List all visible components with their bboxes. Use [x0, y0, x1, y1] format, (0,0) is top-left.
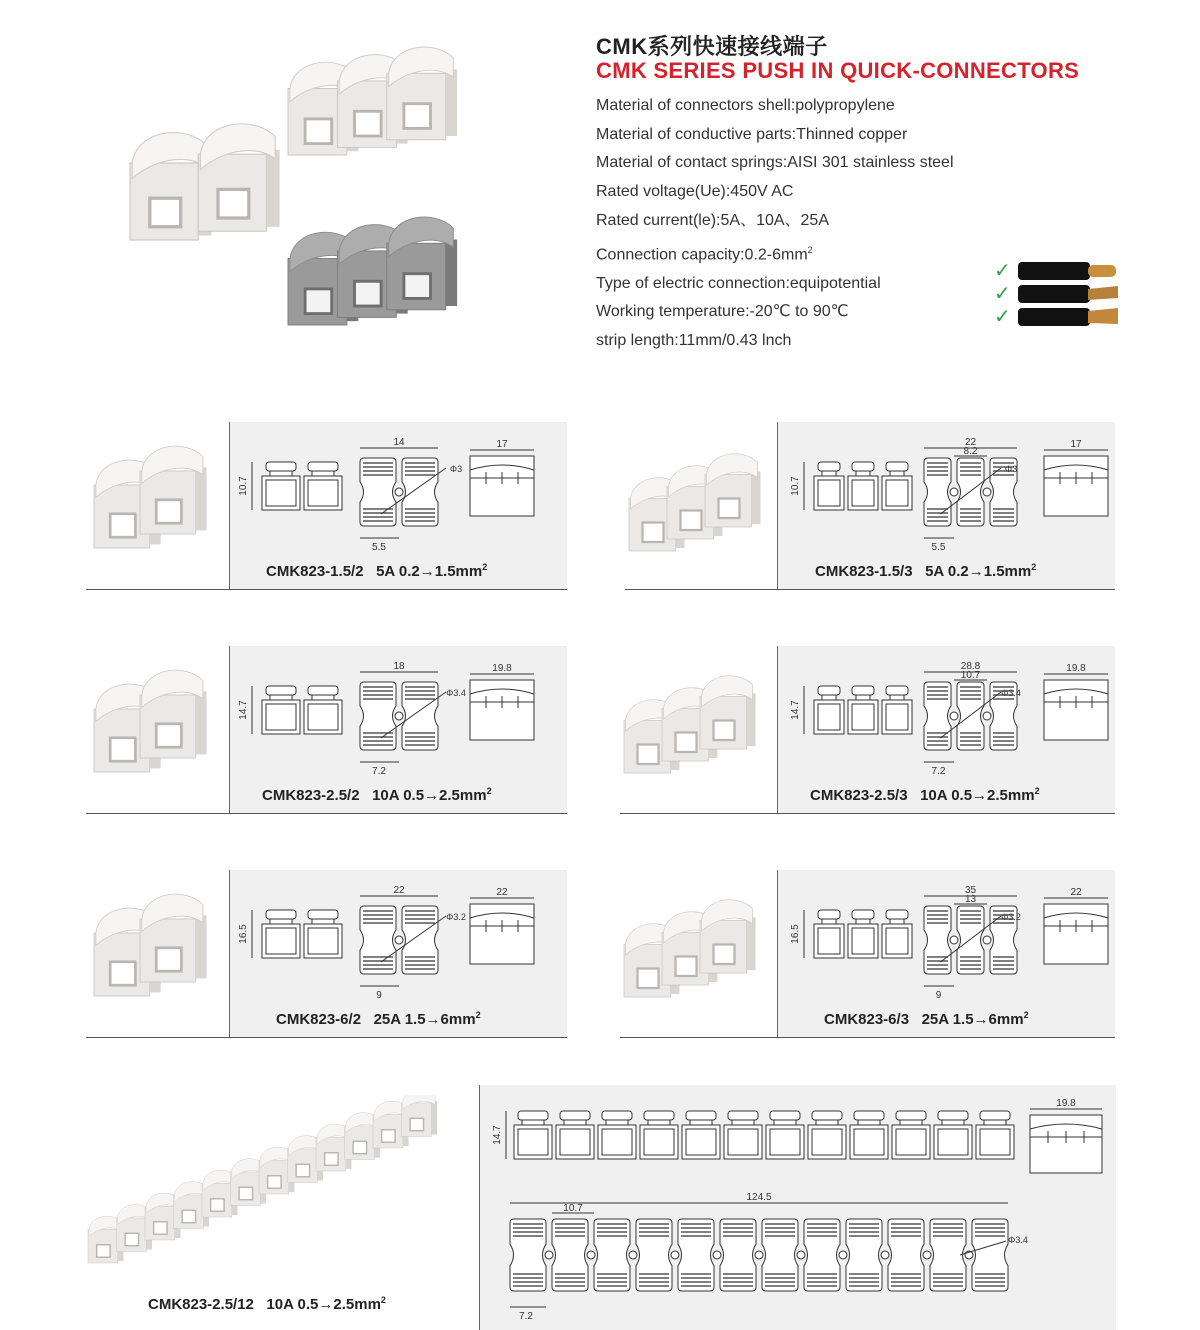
wire-entry-hole [211, 1199, 224, 1211]
check-icon: ✓ [994, 260, 1011, 282]
wire-entry-hole [125, 1233, 138, 1245]
pole-top-outline [636, 1219, 672, 1291]
product-caption: CMK823-1.5/3 5A $0.2\to 1.5mm^2$ [815, 562, 1037, 580]
offset-label: 5.5 [931, 542, 946, 553]
pin-diameter-label: Φ3.4 [1008, 1235, 1028, 1245]
pin-hole [797, 1251, 805, 1259]
pin-hole [983, 936, 991, 944]
rating: 25A 1.5→6mm [373, 1011, 476, 1028]
pole-outline [304, 476, 342, 510]
pitch-label: 10.7 [563, 1203, 583, 1214]
product-photo [620, 888, 770, 1008]
pole-top-outline [360, 458, 396, 526]
pitch-label: 10.7 [960, 670, 981, 681]
pin-hole [755, 1251, 763, 1259]
lever-outline [728, 1111, 758, 1120]
offset-label: 7.2 [931, 766, 946, 777]
pole-top-outline [957, 458, 984, 526]
title-chinese: CMK系列快速接线端子 [596, 34, 828, 59]
pole-top-outline [924, 458, 951, 526]
wire-entry-hole [353, 1141, 366, 1153]
pole-top-outline [957, 682, 984, 750]
lever-outline [896, 1111, 926, 1120]
connector-body [700, 676, 756, 749]
rating: 10A 0.5→2.5mm [266, 1296, 381, 1313]
depth-label: 19.8 [1056, 1098, 1076, 1109]
pole-outline [808, 1125, 846, 1159]
spec-connection-capacity: Connection $capacity:0.2-6mm^2$ [596, 244, 813, 263]
width-label: 22 [393, 885, 405, 896]
pole-top-outline [972, 1219, 1008, 1291]
stripped-wire-icon [1014, 258, 1124, 328]
lever-outline [938, 1111, 968, 1120]
pole-outline [304, 924, 342, 958]
pole-top-outline [924, 682, 951, 750]
model-number: CMK823-2.5/12 [148, 1296, 254, 1313]
product-caption: CMK823-2.5/12 10A $0.5\to 2.5mm^2$ [148, 1295, 386, 1313]
height-label: 14.7 [238, 700, 249, 720]
product-caption: CMK823-6/3 25A $1.5\to 6mm^2$ [824, 1010, 1029, 1028]
product-caption: CMK823-2.5/3 10A $0.5\to 2.5mm^2$ [810, 786, 1040, 804]
pole-outline [514, 1125, 552, 1159]
pole-top-outline [804, 1219, 840, 1291]
pin-hole [950, 936, 958, 944]
lever-outline [886, 910, 908, 919]
pole-top-outline [846, 1219, 882, 1291]
wire-entry-hole [638, 745, 659, 765]
pin-hole [629, 1251, 637, 1259]
wire-entry-hole [714, 945, 735, 965]
pole-outline [766, 1125, 804, 1159]
lever-outline [266, 910, 296, 919]
wire-entry-hole [268, 1176, 281, 1188]
spec-working-temperature: Working temperature:-20℃ to 90℃ [596, 303, 849, 321]
width-label: 18 [393, 661, 405, 672]
connector-body [140, 670, 207, 758]
model-number: CMK823-2.5/2 [262, 787, 360, 804]
product-photo [86, 880, 226, 1000]
pin-hole [545, 1251, 553, 1259]
spec-list [596, 92, 1036, 356]
connector-body [700, 900, 756, 973]
pin-hole [395, 712, 403, 720]
pole-outline [304, 700, 342, 734]
spec-conductive-material: Material of conductive parts:Thinned copper [596, 125, 908, 143]
pole-top-outline [552, 1219, 588, 1291]
lever-outline [602, 1111, 632, 1120]
pole-outline [262, 700, 300, 734]
wire-entry-hole [110, 738, 135, 761]
wire-entry-hole [156, 948, 181, 971]
card-cmk823-6-3 [620, 870, 1115, 1038]
lever-outline [818, 910, 840, 919]
pole-outline [682, 1125, 720, 1159]
product-photo [86, 432, 226, 552]
pole-top-outline [888, 1219, 924, 1291]
pin-diameter-label: Φ3.4 [1001, 688, 1021, 698]
pin-hole [395, 488, 403, 496]
lever-outline [852, 686, 874, 695]
depth-label: 19.8 [492, 663, 512, 674]
rating: 10A 0.5→2.5mm [372, 787, 487, 804]
offset-label: 7.2 [372, 766, 386, 777]
height-label: 10.7 [790, 476, 801, 496]
depth-label: 22 [1070, 887, 1082, 898]
pole-outline [850, 1125, 888, 1159]
pole-outline [640, 1125, 678, 1159]
depth-label: 17 [1070, 439, 1082, 450]
technical-drawing-12-pole [480, 1085, 1116, 1330]
lever-outline [266, 686, 296, 695]
pin-hole [983, 488, 991, 496]
pole-top-outline [510, 1219, 546, 1291]
lever-outline [308, 686, 338, 695]
depth-label: 17 [496, 439, 508, 450]
product-caption: CMK823-2.5/2 10A $0.5\to 2.5mm^2$ [262, 786, 492, 804]
pin-diameter-label: Φ3.2 [1001, 912, 1021, 922]
pole-top-outline [924, 906, 951, 974]
pole-top-outline [360, 906, 396, 974]
card-cmk823-2-5-2 [86, 646, 567, 814]
lever-outline [686, 1111, 716, 1120]
pole-outline [892, 1125, 930, 1159]
width-label: 28.8 [960, 661, 981, 672]
pin-hole [983, 712, 991, 720]
lever-outline [852, 462, 874, 471]
pole-top-outline [402, 906, 438, 974]
pole-outline [934, 1125, 972, 1159]
wire-entry-hole [410, 1118, 423, 1130]
connector-body [402, 1095, 438, 1137]
pin-hole [950, 712, 958, 720]
wire-entry-hole [638, 969, 659, 989]
pin-hole [881, 1251, 889, 1259]
wire-entry-hole [97, 1245, 110, 1257]
pitch-label: 13 [964, 894, 977, 905]
product-caption: CMK823-6/2 25A $1.5\to 6mm^2$ [276, 1010, 481, 1028]
product-photo [620, 664, 770, 784]
pole-top-outline [360, 682, 396, 750]
wire-entry-hole [714, 721, 735, 741]
height-label: 14.7 [790, 700, 801, 720]
pole-top-outline [762, 1219, 798, 1291]
pole-top-outline [957, 906, 984, 974]
wire-entry-hole [676, 733, 697, 753]
pole-outline [262, 924, 300, 958]
wire-entry-hole [719, 499, 740, 519]
check-icon: ✓ [994, 306, 1011, 328]
card-cmk823-6-2 [86, 870, 567, 1038]
pin-hole [923, 1251, 931, 1259]
wire-entry-hole [110, 962, 135, 985]
spec-spring-material: Material of contact springs:AISI 301 stainless steel [596, 154, 954, 172]
wire-entry-hole [156, 500, 181, 523]
pole-top-outline [402, 682, 438, 750]
spec-rated-current: Rated current(le):5A、10A、25A [596, 211, 830, 229]
card-cmk823-2-5-12 [86, 1085, 1116, 1330]
card-cmk823-1-5-3 [625, 422, 1115, 590]
depth-label: 22 [496, 887, 508, 898]
check-icon: ✓ [994, 283, 1011, 305]
lever-outline [886, 462, 908, 471]
hero-product-photo [120, 40, 480, 360]
pole-outline [724, 1125, 762, 1159]
wire-entry-hole [676, 957, 697, 977]
card-cmk823-2-5-3 [620, 646, 1115, 814]
product-photo [625, 442, 775, 562]
wire-entry-hole [681, 511, 702, 531]
lever-outline [886, 686, 908, 695]
pin-hole [395, 936, 403, 944]
wire-entry-hole [325, 1153, 338, 1165]
pin-hole [713, 1251, 721, 1259]
wire-entry-hole [643, 523, 664, 543]
pin-diameter-label: Φ3.2 [446, 912, 466, 922]
height-label: 14.7 [492, 1125, 503, 1145]
rating: 5A 0.2→1.5mm [925, 563, 1032, 580]
model-number: CMK823-1.5/2 [266, 563, 364, 580]
wire-entry-hole [182, 1210, 195, 1222]
title-english: CMK SERIES PUSH IN QUICK-CONNECTORS [596, 58, 1080, 83]
pitch-label: 8.2 [963, 446, 978, 457]
width-label: 22 [964, 437, 977, 448]
wire-entry-hole [239, 1187, 252, 1199]
pin-diameter-label: Φ3 [449, 464, 463, 474]
pin-hole [587, 1251, 595, 1259]
pin-hole [671, 1251, 679, 1259]
pin-hole [950, 488, 958, 496]
pin-hole [839, 1251, 847, 1259]
product-caption: CMK823-1.5/2 5A $0.2\to 1.5mm^2$ [266, 562, 488, 580]
lever-outline [308, 910, 338, 919]
height-label: 10.7 [238, 476, 249, 496]
offset-label: 9 [376, 990, 382, 1001]
pole-outline [262, 476, 300, 510]
pole-outline [556, 1125, 594, 1159]
offset-label: 5.5 [372, 542, 386, 553]
pole-outline [598, 1125, 636, 1159]
lever-outline [770, 1111, 800, 1120]
pole-top-outline [402, 458, 438, 526]
rating: 10A 0.5→2.5mm [920, 787, 1035, 804]
wire-entry-hole [110, 514, 135, 537]
spec-shell-material: Material of connectors shell:polypropylene [596, 97, 895, 114]
offset-label: 9 [935, 990, 942, 1001]
pole-outline [976, 1125, 1014, 1159]
spec-connection-type: Type of electric connection:equipotential [596, 274, 881, 292]
lever-outline [852, 910, 874, 919]
product-photo-strip [86, 1095, 466, 1285]
model-number: CMK823-2.5/3 [810, 787, 908, 804]
model-number: CMK823-1.5/3 [815, 563, 913, 580]
wire-entry-hole [296, 1164, 309, 1176]
lever-outline [980, 1111, 1010, 1120]
model-number: CMK823-6/3 [824, 1011, 910, 1028]
depth-label: 19.8 [1066, 663, 1086, 674]
wire-entry-hole [156, 724, 181, 747]
width-label: 14 [393, 437, 405, 448]
lever-outline [560, 1111, 590, 1120]
card-cmk823-1-5-2 [86, 422, 567, 590]
spec-rated-voltage: Rated voltage(Ue):450V AC [596, 183, 794, 201]
lever-outline [266, 462, 296, 471]
pole-top-outline [720, 1219, 756, 1291]
lever-outline [308, 462, 338, 471]
pole-top-outline [594, 1219, 630, 1291]
width-label: 124.5 [746, 1192, 772, 1203]
lever-outline [818, 686, 840, 695]
connector-body [140, 894, 207, 982]
product-photo [86, 656, 226, 776]
width-label: 35 [964, 885, 977, 896]
rating: 25A 1.5→6mm [921, 1011, 1024, 1028]
connector-body [705, 454, 761, 527]
lever-outline [644, 1111, 674, 1120]
wire-entry-hole [382, 1130, 395, 1142]
lever-outline [812, 1111, 842, 1120]
lever-outline [518, 1111, 548, 1120]
height-label: 16.5 [790, 924, 801, 944]
rating: 5A 0.2→1.5mm [376, 563, 483, 580]
pin-diameter-label: Φ3 [1004, 464, 1018, 474]
height-label: 16.5 [238, 924, 249, 944]
lever-outline [818, 462, 840, 471]
model-number: CMK823-6/2 [276, 1011, 362, 1028]
wire-types [994, 258, 1124, 328]
lever-outline [854, 1111, 884, 1120]
spec-strip-length: strip length:11mm/0.43 lnch [596, 331, 792, 349]
connector-body [140, 446, 207, 534]
wire-entry-hole [154, 1222, 167, 1234]
pin-diameter-label: Φ3.4 [446, 688, 466, 698]
pole-top-outline [678, 1219, 714, 1291]
offset-label: 7.2 [519, 1311, 533, 1322]
